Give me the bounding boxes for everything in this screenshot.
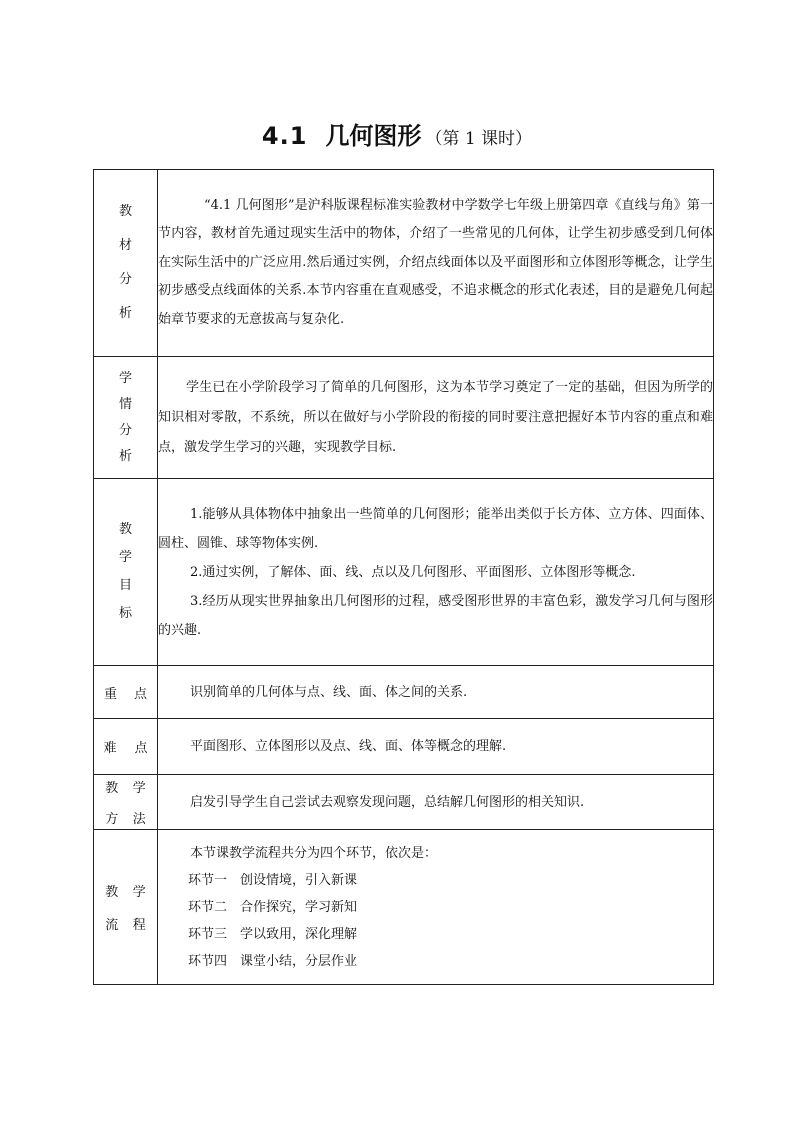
difficulties-text: 平面图形、立体图形以及点、线、面、体等概念的理解. (190, 739, 507, 754)
row-teaching-goals (94, 479, 714, 666)
title-number: 4.1 (261, 122, 308, 150)
row-content-material-analysis (158, 170, 714, 357)
row-label-student-analysis: 学 情 分 析 (94, 357, 158, 479)
row-label-teaching-goals: 教 学 目 标 (94, 479, 158, 666)
row-content-student-analysis (158, 357, 714, 479)
row-key-points (94, 666, 714, 719)
row-content-key-points (158, 666, 714, 719)
flow-step: 环节三 学以致用，深化理解 (188, 926, 358, 942)
row-student-analysis (94, 357, 714, 479)
row-material-analysis (94, 170, 714, 357)
flow-step: 环节二 合作探究，学习新知 (188, 899, 358, 915)
row-difficulties (94, 719, 714, 775)
lesson-title (0, 116, 794, 159)
lesson-plan-table (93, 169, 714, 985)
title-subtitle: （第 1 课时） (425, 129, 533, 149)
flow-step: 环节一 创设情境，引入新课 (188, 872, 358, 888)
flow-step: 环节四 课堂小结，分层作业 (188, 953, 358, 969)
goal-item: 1.能够从具体物体中抽象出一些简单的几何图形；能举出类似于长方体、立方体、四面体、圆柱、圆锥、球等物体实例. (158, 506, 713, 551)
row-label-teaching-method: 教 学 方 法 (94, 775, 158, 830)
row-teaching-method (94, 775, 714, 830)
flow-intro: 本节课教学流程共分为四个环节，依次是： (190, 845, 438, 861)
row-content-difficulties (158, 719, 714, 775)
row-content-teaching-method (158, 775, 714, 830)
row-label-teaching-flow: 教 学 流 程 (94, 830, 158, 985)
title-main: 几何图形 (325, 122, 422, 150)
student-analysis-text: 学生已在小学阶段学习了简单的几何图形，这为本节学习奠定了一定的基础，但因为所学的知识相对零散，不系统，所以在做好与小学阶段的衔接的同时要注意把握好本节内容的重点和难点，激发学生学习的兴趣，实现教学目标. (158, 379, 713, 455)
row-label-material-analysis: 教 材 分 析 (94, 170, 158, 357)
row-teaching-flow (94, 830, 714, 985)
material-analysis-text: “4.1 几何图形”是沪科版课程标准实验教材中学数学七年级上册第四章《直线与角》第一节内容，教材首先通过现实生活中的物体，介绍了一些常见的几何体，让学生初步感受到几何体在实际生活中的广泛应用.然后通过实例，介绍点线面体以及平面图形和立体图形等概念，让学生初步感受点线面体的关系.本节内容重在直观感受，不追求概念的形式化表述，目的是避免几何起始章节要求的无意拔高与复杂化. (158, 197, 713, 327)
row-content-teaching-goals (158, 479, 714, 666)
row-label-key-points: 重 点 (94, 666, 158, 719)
row-content-teaching-flow (158, 830, 714, 985)
goal-item: 2.通过实例，了解体、面、线、点以及几何图形、平面图形、立体图形等概念. (190, 564, 636, 580)
row-label-difficulties: 难 点 (94, 719, 158, 775)
goal-item: 3.经历从现实世界抽象出几何图形的过程，感受图形世界的丰富色彩，激发学习几何与图形的兴趣. (158, 593, 713, 638)
key-points-text: 识别简单的几何体与点、线、面、体之间的关系. (190, 684, 468, 700)
teaching-method-text: 启发引导学生自己尝试去观察发现问题，总结解几何图形的相关知识. (190, 794, 585, 810)
